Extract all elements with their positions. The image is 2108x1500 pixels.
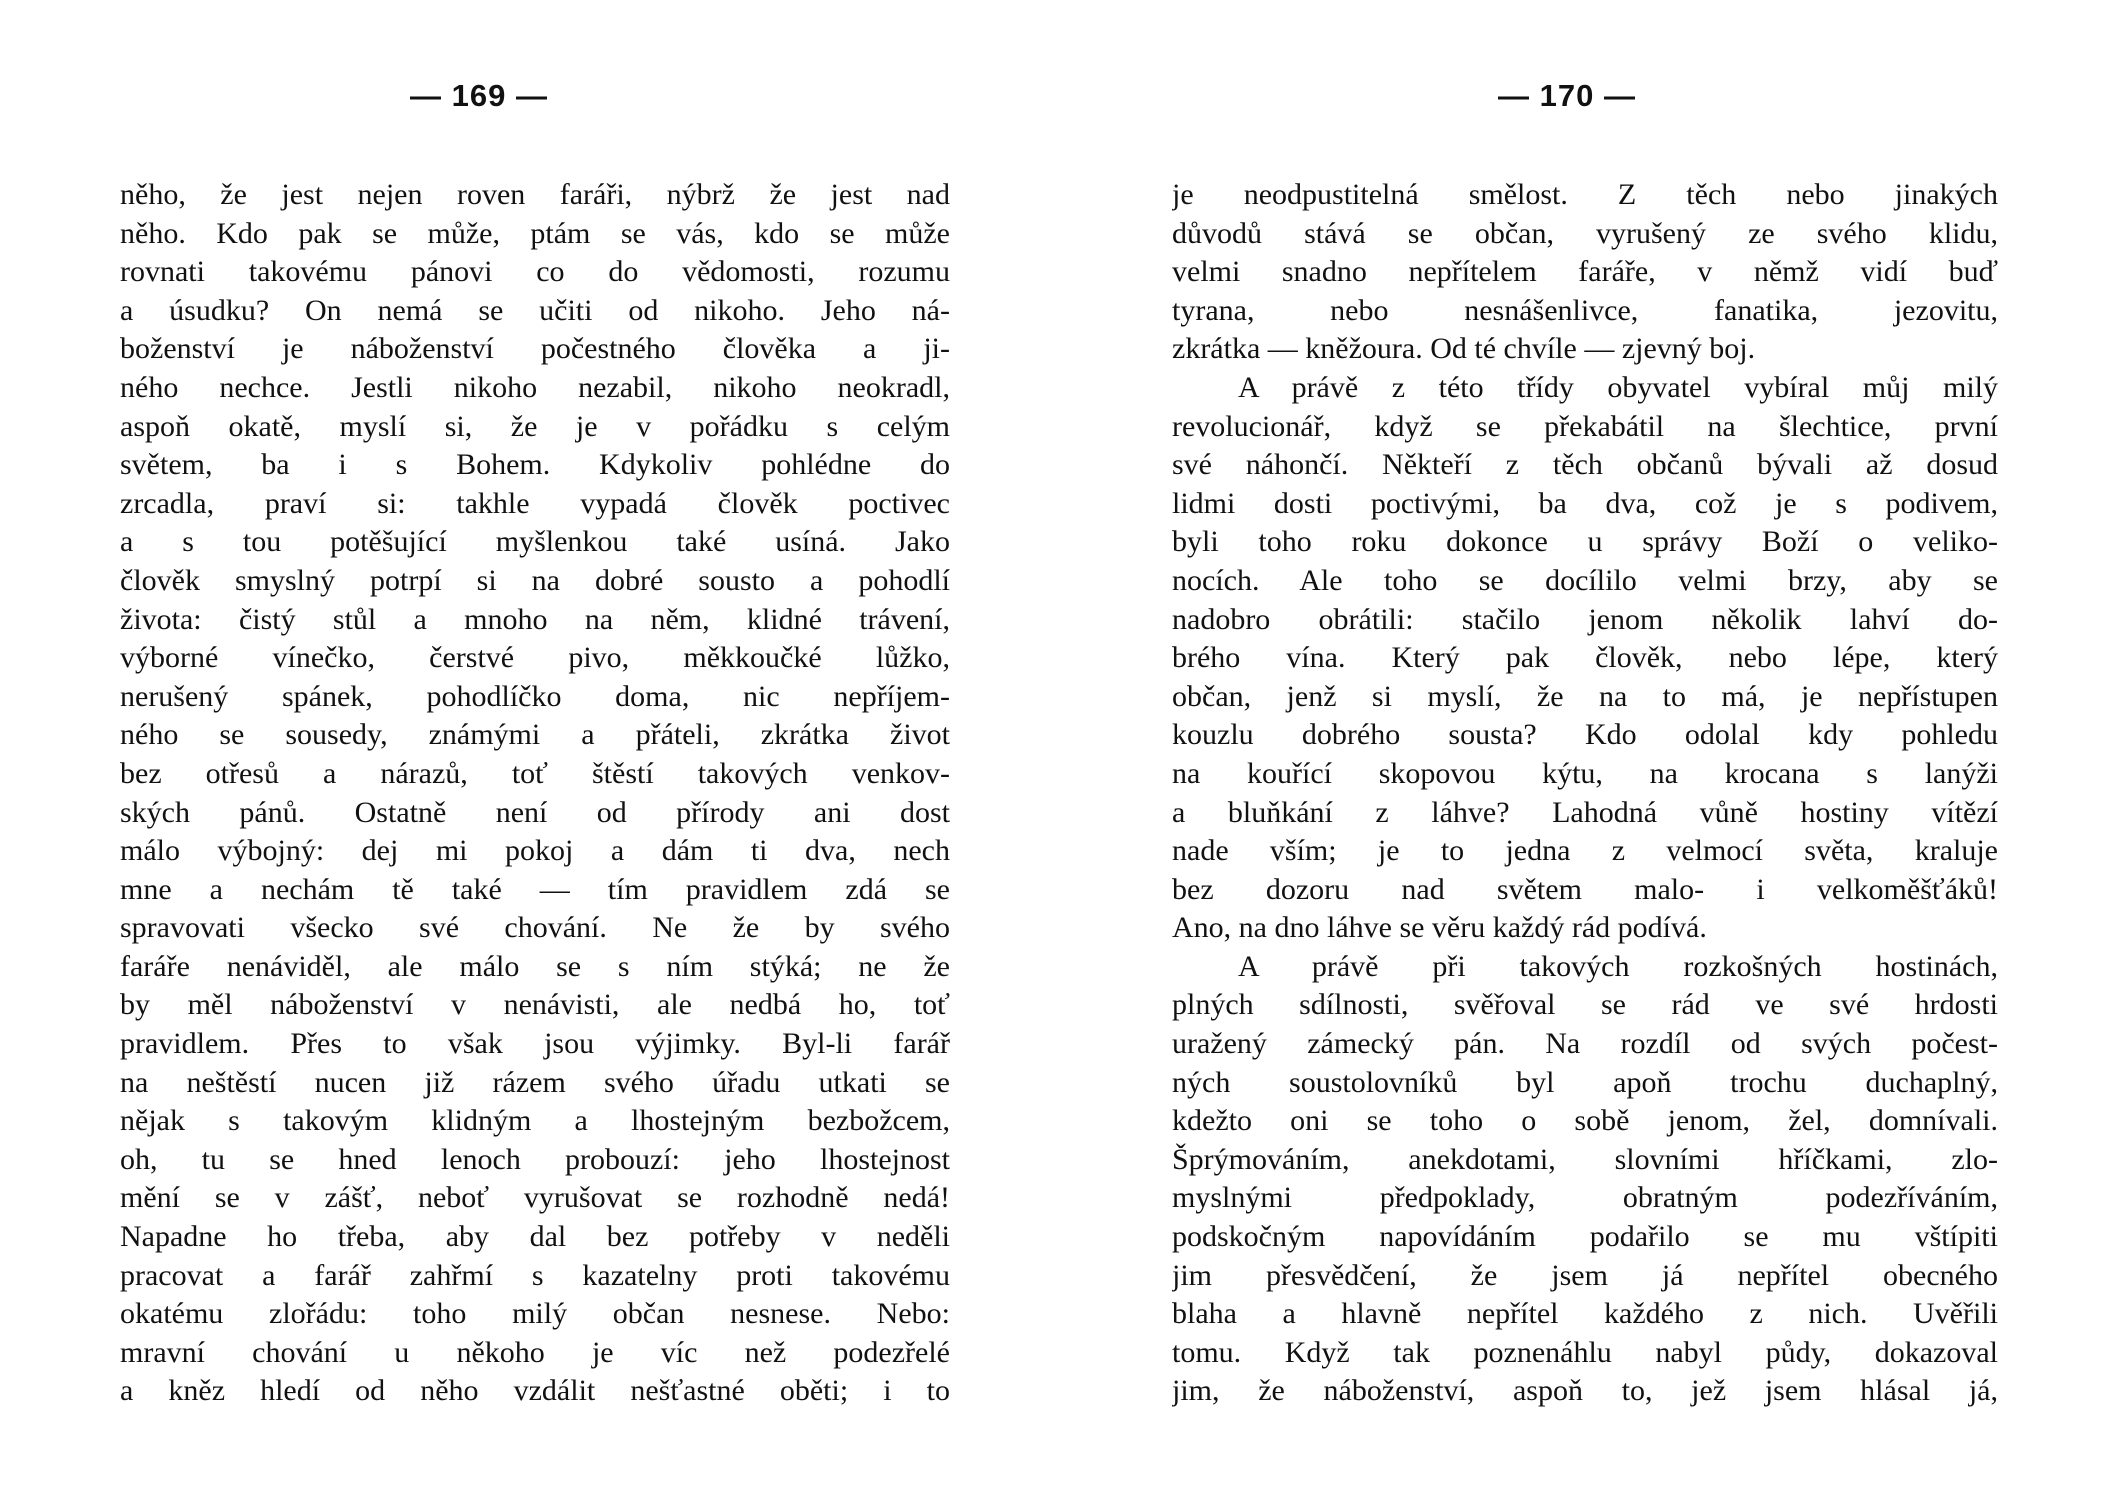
text-line: tomu. Když tak poznenáhlu nabyl půdy, dokazoval bbox=[1172, 1335, 1998, 1369]
text-line: faráře nenáviděl, ale málo se s ním stýká; ne že bbox=[120, 949, 950, 983]
text-line: tyrana, nebo nesnášenlivce, fanatika, jezovitu, bbox=[1172, 293, 1998, 327]
text-line: málo výbojný: dej mi pokoj a dám ti dva, nech bbox=[120, 834, 950, 868]
text-line: zrcadla, praví si: takhle vypadá člověk poctivec bbox=[120, 486, 950, 520]
text-line: na kouřící skopovou kýtu, na krocana s lanýži bbox=[1172, 756, 1998, 790]
text-line: rovnati takovému pánovi co do vědomosti, rozumu bbox=[120, 255, 950, 289]
text-line: Napadne ho třeba, aby dal bez potřeby v neděli bbox=[120, 1220, 950, 1254]
text-line: občan, jenž si myslí, že na to má, je nepřístupen bbox=[1172, 679, 1998, 713]
text-line: myslnými předpoklady, obratným podezříváním, bbox=[1172, 1181, 1998, 1215]
text-line: A právě z této třídy obyvatel vybíral můj milý bbox=[1238, 370, 1998, 404]
text-line: ných soustolovníků byl apoň trochu duchaplný, bbox=[1172, 1065, 1998, 1099]
text-line: lidmi dosti poctivými, ba dva, což je s podivem, bbox=[1172, 486, 1998, 520]
text-line: by měl náboženství v nenávisti, ale nedbá ho, toť bbox=[120, 988, 950, 1022]
text-line: okatému zlořádu: toho milý občan nesnese. Nebo: bbox=[120, 1297, 950, 1331]
text-line: byli toho roku dokonce u správy Boží o veliko- bbox=[1172, 525, 1998, 559]
text-line: jim přesvědčení, že jsem já nepřítel obecného bbox=[1172, 1258, 1998, 1292]
text-line: je neodpustitelná smělost. Z těch nebo jinakých bbox=[1172, 178, 1998, 211]
text-line: velmi snadno nepřítelem faráře, v němž vidí buď bbox=[1172, 255, 1998, 289]
text-line: nade vším; je to jedna z velmocí světa, kraluje bbox=[1172, 834, 1998, 868]
text-line: uražený zámecký pán. Na rozdíl od svých počest- bbox=[1172, 1027, 1998, 1061]
text-line: pravidlem. Přes to však jsou výjimky. Byl-li farář bbox=[120, 1027, 950, 1061]
text-line: něho. Kdo pak se může, ptám se vás, kdo se může bbox=[120, 216, 950, 250]
text-line: podskočným napovídáním podařilo se mu vštípiti bbox=[1172, 1220, 1998, 1254]
text-line: něho, že jest nejen roven faráři, nýbrž že jest nad bbox=[120, 178, 950, 211]
text-line: výborné vínečko, čerstvé pivo, měkkoučké lůžko, bbox=[120, 641, 950, 675]
text-line: mne a nechám tě také — tím pravidlem zdá se bbox=[120, 872, 950, 906]
page-number-170: — 170 — bbox=[1498, 78, 1636, 113]
text-line: důvodů stává se občan, vyrušený ze svého klidu, bbox=[1172, 216, 1998, 250]
text-line: nocích. Ale toho se docílilo velmi brzy, aby se bbox=[1172, 563, 1998, 597]
text-line: mění se v zášť, neboť vyrušovat se rozhodně nedá! bbox=[120, 1181, 950, 1215]
text-line: kouzlu dobrého sousta? Kdo odolal kdy pohledu bbox=[1172, 718, 1998, 752]
text-line: nějak s takovým klidným a lhostejným bezbožcem, bbox=[120, 1104, 950, 1138]
text-line: a bluňkání z láhve? Lahodná vůně hostiny vítězí bbox=[1172, 795, 1998, 829]
text-line: a úsudku? On nemá se učiti od nikoho. Jeho ná- bbox=[120, 293, 950, 327]
text-line: své náhončí. Někteří z těch občanů bývali až dosud bbox=[1172, 448, 1998, 482]
text-line: člověk smyslný potrpí si na dobré sousto a pohodlí bbox=[120, 563, 950, 597]
text-line: blaha a hlavně nepřítel každého z nich. Uvěřili bbox=[1172, 1297, 1998, 1331]
text-line: ného se sousedy, známými a přáteli, zkrátka život bbox=[120, 718, 950, 752]
text-line: života: čistý stůl a mnoho na něm, klidné trávení, bbox=[120, 602, 950, 636]
text-line: zkrátka — kněžoura. Od té chvíle — zjevný boj. bbox=[1172, 332, 1756, 366]
text-line: nadobro obrátili: stačilo jenom několik lahví do- bbox=[1172, 602, 1998, 636]
text-line: Šprýmováním, anekdotami, slovními hříčkami, zlo- bbox=[1172, 1142, 1998, 1176]
text-line: oh, tu se hned lenoch probouzí: jeho lhostejnost bbox=[120, 1142, 950, 1176]
text-line: na neštěstí nucen již rázem svého úřadu utkati se bbox=[120, 1065, 950, 1099]
text-line: spravovati všecko své chování. Ne že by svého bbox=[120, 911, 950, 945]
text-line: revolucionář, když se překabátil na šlechtice, první bbox=[1172, 409, 1998, 443]
text-line: plných sdílnosti, svěřoval se rád ve své hrdosti bbox=[1172, 988, 1998, 1022]
text-line: jim, že náboženství, aspoň to, jež jsem hlásal já, bbox=[1172, 1374, 1998, 1408]
text-line: pracovat a farář zahřmí s kazatelny proti takovému bbox=[120, 1258, 950, 1292]
text-line: Ano, na dno láhve se věru každý rád podívá. bbox=[1172, 911, 1707, 945]
text-line: ských pánů. Ostatně není od přírody ani dost bbox=[120, 795, 950, 829]
text-line: bez otřesů a nárazů, toť štěstí takových venkov- bbox=[120, 756, 950, 790]
text-line: a kněz hledí od něho vzdálit nešťastné oběti; i to bbox=[120, 1374, 950, 1408]
text-line: A právě při takových rozkošných hostinách, bbox=[1238, 949, 1998, 983]
text-line: světem, ba i s Bohem. Kdykoliv pohlédne do bbox=[120, 448, 950, 482]
text-line: kdežto oni se toho o sobě jenom, žel, domnívali. bbox=[1172, 1104, 1998, 1138]
left-page-text bbox=[120, 176, 950, 1411]
right-page-text bbox=[1172, 176, 1998, 1411]
text-line: nerušený spánek, pohodlíčko doma, nic nepříjem- bbox=[120, 679, 950, 713]
text-line: boženství je náboženství počestného člověka a ji- bbox=[120, 332, 950, 366]
text-line: brého vína. Který pak člověk, nebo lépe, který bbox=[1172, 641, 1998, 675]
text-line: bez dozoru nad světem malo- i velkoměšťáků! bbox=[1172, 872, 1998, 906]
text-line: aspoň okatě, myslí si, že je v pořádku s celým bbox=[120, 409, 950, 443]
text-line: a s tou potěšující myšlenkou také usíná. Jako bbox=[120, 525, 950, 559]
text-line: ného nechce. Jestli nikoho nezabil, nikoho neokradl, bbox=[120, 370, 950, 404]
text-line: mravní chování u někoho je víc než podezřelé bbox=[120, 1335, 950, 1369]
page-number-169: — 169 — bbox=[410, 78, 548, 113]
